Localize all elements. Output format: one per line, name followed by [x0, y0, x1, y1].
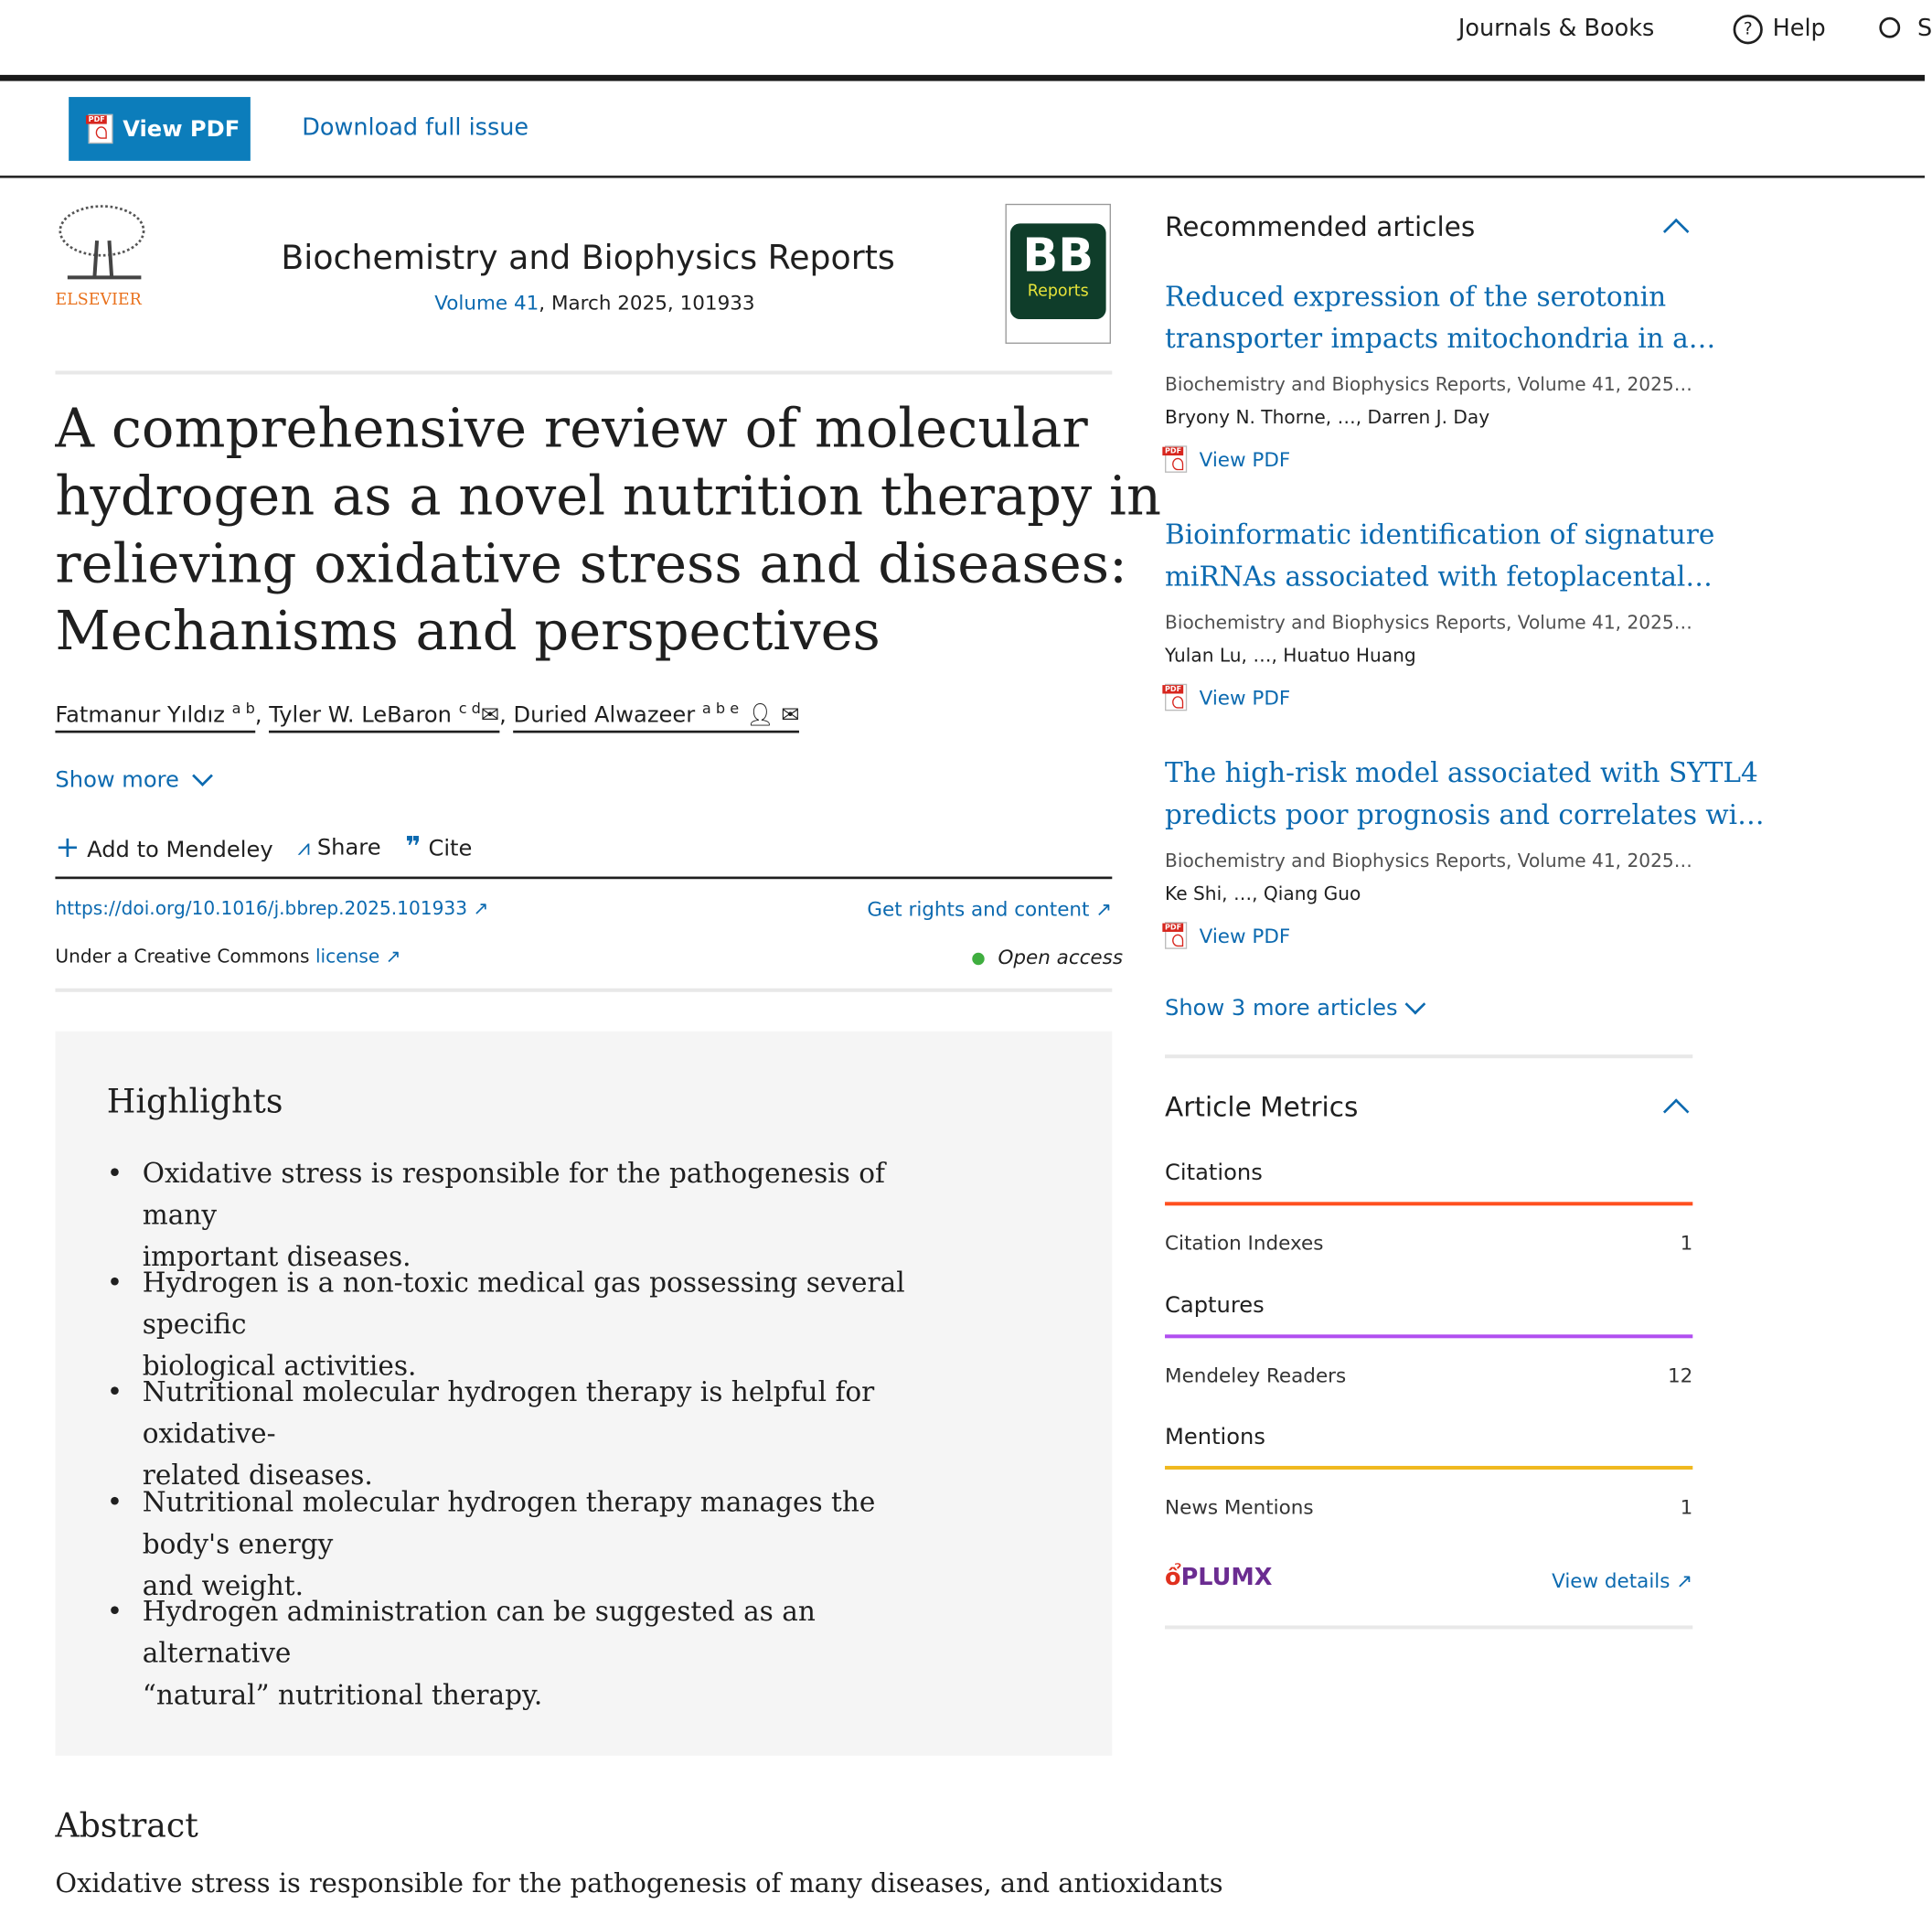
- plumx-logo[interactable]: [1165, 1564, 1272, 1591]
- mentions-bar: [1165, 1466, 1692, 1470]
- plus-icon: +: [55, 829, 80, 865]
- recommended-view-pdf[interactable]: [1165, 445, 1715, 473]
- metric-row-value: 1: [1680, 1231, 1693, 1256]
- view-pdf-button[interactable]: [69, 97, 251, 161]
- view-details-text: View details: [1552, 1568, 1670, 1593]
- journals-books-link[interactable]: Journals & Books: [1457, 15, 1655, 42]
- highlight-line: Nutritional molecular hydrogen therapy is helpful for oxidative-: [142, 1377, 875, 1450]
- actions-divider: [55, 877, 1112, 880]
- highlight-line: Hydrogen is a non-toxic medical gas possessing several specific: [142, 1267, 905, 1342]
- cite-button[interactable]: [405, 832, 472, 863]
- recommended-view-pdf[interactable]: [1165, 684, 1714, 711]
- title-line: relieving oxidative stress and diseases:: [55, 532, 1127, 596]
- recommended-journal: Biochemistry and Biophysics Reports, Volume 41, 2025…: [1165, 611, 1692, 634]
- view-pdf-label: View PDF: [1199, 447, 1291, 471]
- rights-text: Get rights and content: [867, 897, 1090, 921]
- author-link[interactable]: [514, 702, 800, 733]
- pdf-icon: [1165, 922, 1187, 949]
- abstract-heading: Abstract: [55, 1807, 198, 1845]
- recommended-title-link[interactable]: [1165, 754, 1765, 837]
- journal-title[interactable]: Biochemistry and Biophysics Reports: [281, 239, 895, 278]
- journal-cover[interactable]: [1006, 204, 1111, 344]
- author-link[interactable]: [269, 702, 499, 733]
- help-icon[interactable]: ?: [1734, 15, 1763, 44]
- plumx-mark-icon: ổ: [1165, 1564, 1181, 1591]
- elsevier-tree-logo[interactable]: [55, 204, 149, 283]
- recommended-authors: Bryony N. Thorne, …, Darren J. Day: [1165, 406, 1490, 429]
- get-rights-link[interactable]: Get rights and content ↗: [867, 897, 1113, 921]
- recommended-authors: Ke Shi, …, Qiang Guo: [1165, 882, 1361, 905]
- issue-date: , March 2025, 101933: [539, 291, 755, 315]
- license-link[interactable]: license ↗: [315, 945, 401, 968]
- search-link[interactable]: S: [1916, 15, 1932, 42]
- header-divider: [0, 75, 1925, 81]
- chevron-up-icon[interactable]: [1663, 1098, 1689, 1124]
- metric-row-label: Citation Indexes: [1165, 1231, 1324, 1256]
- search-icon[interactable]: [1879, 17, 1900, 38]
- author-link[interactable]: [55, 702, 254, 733]
- person-icon: 👤︎: [745, 701, 774, 729]
- recommended-title-link[interactable]: [1165, 516, 1714, 599]
- mendeley-label: Add to Mendeley: [87, 837, 273, 863]
- recommended-view-pdf[interactable]: [1165, 922, 1765, 949]
- affiliation-sup: a b e: [701, 700, 740, 718]
- title-line: Mechanisms and perspectives: [55, 600, 881, 663]
- cite-label: Cite: [428, 835, 473, 861]
- recommended-journal: Biochemistry and Biophysics Reports, Volume 41, 2025…: [1165, 373, 1692, 396]
- share-button[interactable]: [297, 834, 380, 860]
- doi-text: https://doi.org/10.1016/j.bbrep.2025.101933: [55, 897, 468, 920]
- affiliation-sup: c d: [458, 700, 481, 718]
- highlight-line: biological activities.: [142, 1352, 417, 1383]
- metric-group-citations: Citations: [1165, 1160, 1263, 1186]
- help-link[interactable]: Help: [1772, 15, 1826, 42]
- section-divider: [55, 989, 1112, 992]
- title-line: predicts poor prognosis and correlates wi…: [1165, 800, 1765, 831]
- highlight-line: and weight.: [142, 1571, 304, 1602]
- license-prefix: Under a Creative Commons: [55, 945, 315, 968]
- email-icon: ✉: [781, 701, 800, 729]
- highlight-line: Hydrogen administration can be suggested as an alternative: [142, 1597, 816, 1670]
- recommended-authors: Yulan Lu, …, Huatuo Huang: [1165, 644, 1416, 667]
- captures-bar: [1165, 1334, 1692, 1338]
- share-icon: ⩘: [297, 834, 311, 861]
- author-name: Duried Alwazeer: [513, 701, 696, 729]
- pdf-icon: [1165, 445, 1187, 473]
- recommended-title-link[interactable]: [1165, 277, 1715, 360]
- license-link-text: license: [315, 945, 380, 968]
- recommended-article: [1165, 277, 1715, 472]
- pdf-icon: [89, 114, 113, 144]
- quote-icon: ❞: [405, 831, 422, 863]
- section-divider: [1165, 1625, 1692, 1629]
- view-pdf-label: View PDF: [1199, 685, 1291, 710]
- highlights-box: Highlights • Oxidative stress is responsible for the pathogenesis of many important diseases. • Hydrogen is a non-toxic medical gas possessing several specific biological activities. • Nutritional molecular hydrogen therapy is helpful for oxidative- related diseases. • Nutritional molecular hydrogen therapy manages the body's energy and weight. • Hydrogen administration can be suggested as an alternative “natural” nutritional therapy.: [55, 1032, 1112, 1756]
- chevron-up-icon[interactable]: [1663, 219, 1689, 244]
- open-access-dot-icon: [972, 953, 984, 965]
- title-line: transporter impacts mitochondria in a…: [1165, 324, 1716, 355]
- article-actions: [55, 830, 472, 865]
- author-name: Tyler W. LeBaron: [269, 701, 452, 729]
- title-line: miRNAs associated with fetoplacental…: [1165, 561, 1713, 594]
- affiliation-sup: a b: [231, 700, 255, 718]
- highlight-line: important diseases.: [142, 1242, 411, 1274]
- recommended-article: [1165, 754, 1765, 948]
- citations-bar: [1165, 1202, 1692, 1205]
- highlight-line: related diseases.: [142, 1460, 373, 1492]
- title-line: The high-risk model associated with SYTL4: [1165, 758, 1758, 790]
- metric-row-value: 12: [1667, 1364, 1693, 1388]
- cover-bb: BB: [1022, 228, 1094, 283]
- article-title: [55, 395, 1161, 665]
- author-name: Fatmanur Yıldız: [55, 701, 225, 729]
- doi-link[interactable]: https://doi.org/10.1016/j.bbrep.2025.101933 ↗: [55, 897, 489, 920]
- view-pdf-label: View PDF: [1199, 924, 1291, 947]
- pdf-icon: [1165, 684, 1187, 711]
- highlight-line: Oxidative stress is responsible for the pathogenesis of many: [142, 1159, 885, 1232]
- plumx-wordmark: PLUMX: [1180, 1564, 1273, 1591]
- add-to-mendeley-button[interactable]: [55, 830, 272, 865]
- cover-reports: Reports: [1027, 282, 1089, 301]
- highlight-line: “natural” nutritional therapy.: [142, 1680, 543, 1712]
- chevron-down-icon: [192, 765, 213, 786]
- recommended-article: [1165, 516, 1714, 711]
- chevron-down-icon: [1405, 994, 1426, 1015]
- metric-row-label: News Mentions: [1165, 1495, 1314, 1519]
- title-line: Bioinformatic identification of signature: [1165, 520, 1715, 551]
- author-list: Fatmanur Yıldız $^{a b}$, Tyler W. LeBaron $^{c d}$✉, Duried Alwazeer $^{a b e}$ 👤︎ ✉: [55, 700, 799, 728]
- view-pdf-label: View PDF: [123, 115, 240, 143]
- toolbar-divider: [0, 176, 1925, 178]
- recommended-journal: Biochemistry and Biophysics Reports, Volume 41, 2025…: [1165, 850, 1692, 872]
- highlight-line: Nutritional molecular hydrogen therapy manages the body's energy: [142, 1488, 876, 1561]
- abstract-text: Oxidative stress is responsible for the pathogenesis of many diseases, and antioxidants: [55, 1868, 1223, 1899]
- section-divider: [55, 370, 1112, 374]
- show-more-authors[interactable]: Show more: [55, 767, 179, 794]
- share-label: Share: [316, 834, 381, 861]
- download-full-issue-link[interactable]: Download full issue: [302, 113, 529, 142]
- recommended-heading: Recommended articles: [1165, 212, 1476, 243]
- section-divider: [1165, 1054, 1692, 1058]
- top-nav: [0, 0, 1932, 76]
- license-info: [55, 946, 400, 968]
- elsevier-wordmark: ELSEVIER: [55, 291, 142, 310]
- metric-group-captures: Captures: [1165, 1292, 1265, 1319]
- title-line: hydrogen as a novel nutrition therapy in: [55, 465, 1162, 529]
- volume-link[interactable]: Volume 41: [434, 291, 539, 315]
- metric-row-label: Mendeley Readers: [1165, 1364, 1347, 1388]
- journal-volume-info: [434, 291, 754, 315]
- title-line: A comprehensive review of molecular: [55, 397, 1088, 461]
- email-icon: ✉: [480, 701, 500, 729]
- view-details-link[interactable]: View details ↗: [1552, 1568, 1693, 1593]
- highlights-heading: Highlights: [106, 1083, 283, 1121]
- show-more-articles-button[interactable]: Show 3 more articles: [1165, 995, 1398, 1021]
- open-access-label: Open access: [998, 945, 1124, 969]
- metric-group-mentions: Mentions: [1165, 1424, 1265, 1450]
- title-line: Reduced expression of the serotonin: [1165, 282, 1667, 314]
- metrics-heading: Article Metrics: [1165, 1092, 1359, 1124]
- metric-row-value: 1: [1680, 1495, 1693, 1519]
